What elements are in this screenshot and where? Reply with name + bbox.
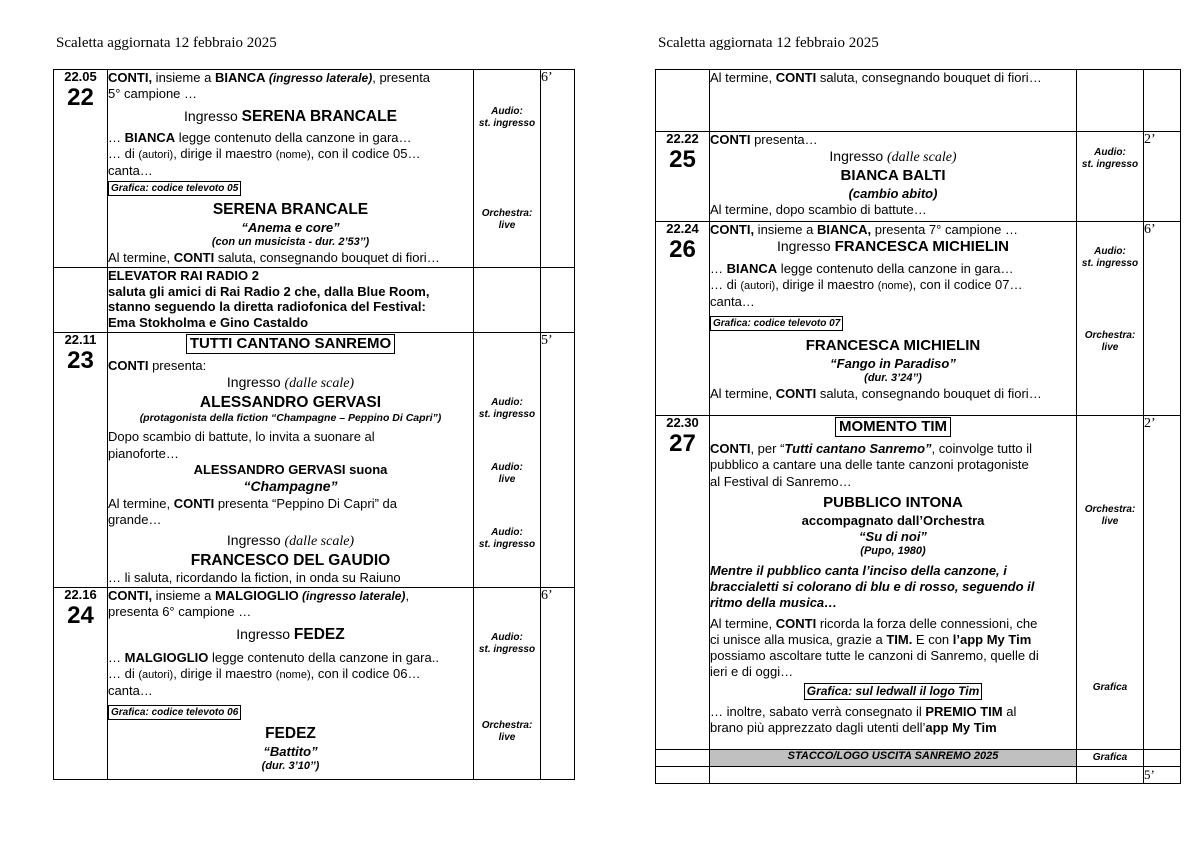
left-schedule-table [53, 69, 575, 780]
notes-cell-22: Audio: st. ingresso Orchestra: live [474, 70, 541, 268]
notes-cell-26: Audio: st. ingresso Orchestra: live [1077, 222, 1144, 416]
segment-row-26 [656, 222, 1181, 416]
segment-time: 22.24 [666, 221, 699, 236]
segment-time: 22.22 [666, 131, 699, 146]
time-cell-27 [656, 416, 710, 750]
segment-content-25: CONTI presenta… Ingresso (dalle scale) BIANCA BALTI (cambio abito) Al termine, dopo scambio di battute… [710, 132, 1077, 222]
header-right: Scaletta aggiornata 12 febbraio 2025 [658, 35, 879, 51]
segment-row-24 [54, 588, 575, 780]
duration-cell: 6’ [541, 70, 575, 268]
stacco-logo-cell: STACCO/LOGO USCITA SANREMO 2025 [710, 750, 1077, 767]
segment-number: 22 [67, 83, 94, 111]
duration-cell: 5’ [1144, 767, 1181, 784]
grafica-box: Grafica: codice televoto 05 [108, 181, 241, 196]
segment-number: 24 [67, 601, 94, 629]
segment-time: 22.16 [64, 587, 97, 602]
section-title: TUTTI CANTANO SANREMO [186, 334, 395, 354]
elevator-row [54, 268, 575, 333]
grafica-box: Grafica: codice televoto 06 [108, 705, 241, 720]
notes-cell-24: Audio: st. ingresso Orchestra: live [474, 588, 541, 780]
segment-row-25 [656, 132, 1181, 222]
segment-content-22: CONTI, insieme a BIANCA (ingresso laterale), presenta 5° campione … Ingresso SERENA BRANCALE … BIANCA legge contenuto della canzone in gara… … di (autori), dirige il maestro (nome), con il codice 05… canta… Grafica: codice televoto 05 SERENA BRANCALE “Anema e core” (con un musicista - dur. 2’53’’) Al termine, CONTI saluta, consegnando bouquet di fiori… [108, 70, 474, 268]
right-schedule-table [655, 69, 1181, 784]
guest-name: BIANCA BALTI [840, 166, 946, 184]
final-row [656, 767, 1181, 784]
time-cell-24 [54, 588, 108, 780]
section-title: MOMENTO TIM [835, 417, 951, 437]
time-cell-23 [54, 333, 108, 588]
time-cell-22 [54, 70, 108, 268]
duration-cell: 5’ [541, 333, 575, 588]
notes-cell-27: Orchestra: live Grafica [1077, 416, 1144, 750]
grafica-box: Grafica: sul ledwall il logo Tim [804, 683, 982, 700]
duration-cell: 6’ [1144, 222, 1181, 416]
time-cell-26 [656, 222, 710, 416]
segment-time: 22.11 [64, 332, 97, 347]
artist-name: SERENA BRANCALE [212, 201, 369, 219]
segment-content-26: CONTI, insieme a BIANCA, presenta 7° campione … Ingresso FRANCESCA MICHIELIN … BIANCA legge contenuto della canzone in gara… … di (autori), dirige il maestro (nome), con il codice 07… canta… Grafica: codice televoto 07 FRANCESCA MICHIELIN “Fango in Paradiso” (dur. 3’24’’) Al termine, CONTI saluta, consegnando bouquet di fiori… [710, 222, 1077, 416]
segment-time: 22.05 [64, 69, 97, 84]
stacco-row: STACCO/LOGO USCITA SANREMO 2025 Grafica [656, 750, 1181, 767]
duration-cell: 2’ [1144, 132, 1181, 222]
segment-number: 23 [67, 346, 94, 374]
segment-content-24: CONTI, insieme a MALGIOGLIO (ingresso laterale), presenta 6° campione … Ingresso FEDEZ … MALGIOGLIO legge contenuto della canzone in gara.. … di (autori), dirige il maestro (nome), con il codice 06… canta… Grafica: codice televoto 06 FEDEZ “Battito” (dur. 3’10’’) [108, 588, 474, 780]
time-cell-25 [656, 132, 710, 222]
header-left: Scaletta aggiornata 12 febbraio 2025 [56, 35, 277, 51]
notes-cell-25: Audio: st. ingresso [1077, 132, 1144, 222]
notes-cell-23: Audio: st. ingresso Audio: live Audio: st. ingresso [474, 333, 541, 588]
artist-name: FRANCESCA MICHIELIN [805, 337, 981, 355]
song-title: “Fango in Paradiso” [830, 356, 956, 371]
segment-row-22 [54, 70, 575, 268]
segment-time: 22.30 [666, 415, 699, 430]
artist-name: FEDEZ [265, 725, 316, 743]
song-title: “Battito” [263, 743, 318, 759]
segment-number: 27 [669, 429, 696, 457]
duration-cell: 2’ [1144, 416, 1181, 750]
elevator-content: ELEVATOR RAI RADIO 2 saluta gli amici di Rai Radio 2 che, dalla Blue Room, stanno seguendo la diretta radiofonica del Festival: Ema Stokholma e Gino Castaldo [108, 268, 474, 333]
song-title: “Su di noi” [859, 528, 927, 544]
segment-content-23: TUTTI CANTANO SANREMO CONTI presenta: Ingresso (dalle scale) ALESSANDRO GERVASI (protagonista della fiction “Champagne – Peppino Di Capri”) Dopo scambio di battute, lo invita a suonare al pianoforte… ALESSANDRO GERVASI suona “Champagne” Al termine, CONTI presenta “Peppino Di Capri” da grande… Ingresso (dalle scale) FRANCESCO DEL GAUDIO … li saluta, ricordando la fiction, in onda su Raiuno [108, 333, 474, 588]
duration-cell: 6’ [541, 588, 575, 780]
segment-row-27 [656, 416, 1181, 750]
grafica-box: Grafica: codice televoto 07 [710, 316, 843, 331]
segment-row-23 [54, 333, 575, 588]
segment-number: 26 [669, 235, 696, 263]
segment-number: 25 [669, 145, 696, 173]
segment-content-27: MOMENTO TIM CONTI, per “Tutti cantano Sanremo”, coinvolge tutto il pubblico a cantare una delle tante canzoni protagoniste al Festival di Sanremo… PUBBLICO INTONA accompagnato dall’Orchestra “Su di noi” (Pupo, 1980) Mentre il pubblico canta l’inciso della canzone, i braccialetti si colorano di blu e di rosso, seguendo il ritmo della musica… Al termine, CONTI ricorda la forza delle connessioni, che ci unisce alla musica, grazie a TIM. E con l’app My Tim possiamo ascoltare tutte le canzoni di Sanremo, quelle di ieri e di oggi… Grafica: sul ledwall il logo Tim … inoltre, sabato verrà consegnato il PREMIO TIM al brano più apprezzato dagli utenti dell’app My Tim [710, 416, 1077, 750]
continuation-row: Al termine, CONTI saluta, consegnando bouquet di fiori… [656, 70, 1181, 132]
song-title: “Anema e core” [241, 219, 340, 235]
